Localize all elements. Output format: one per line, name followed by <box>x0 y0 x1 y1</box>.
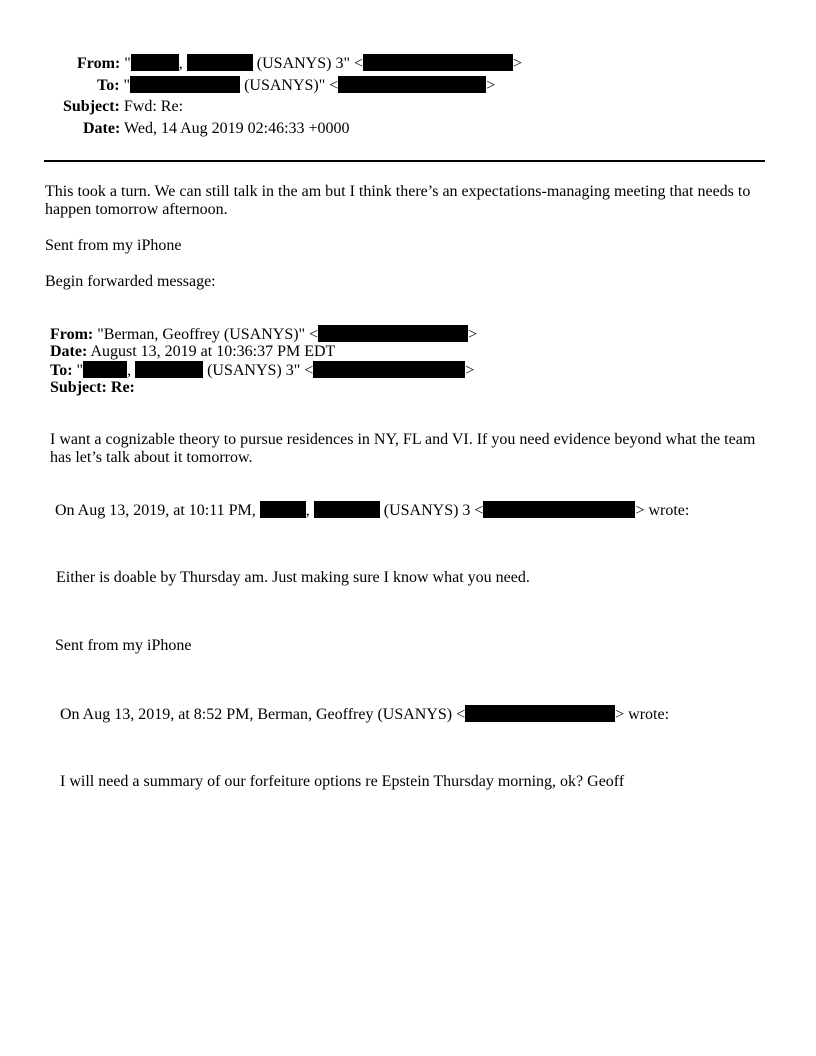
fwd-from-label: From: <box>50 326 94 343</box>
header-date-value: Wed, 14 Aug 2019 02:46:33 +0000 <box>124 120 350 137</box>
header-to-close: > <box>486 77 496 94</box>
header-date-label: Date: <box>83 120 121 137</box>
header-from-close: > <box>513 55 523 72</box>
redaction-block <box>338 76 486 93</box>
fwd-to-org: (USANYS) 3" < <box>207 362 314 379</box>
fwd-to-comma: , <box>127 362 132 379</box>
header-to-label: To: <box>97 77 120 94</box>
fwd-from-row <box>50 325 477 344</box>
quote1-prefix: On Aug 13, 2019, at 10:11 PM, <box>55 502 256 519</box>
fwd-to-quote: " <box>76 362 84 379</box>
header-to-quote: " <box>123 77 131 94</box>
redaction-block <box>465 705 615 722</box>
fwd-subject-label: Subject: <box>50 379 107 396</box>
fwd-date-label: Date: <box>50 343 88 360</box>
redaction-block <box>314 501 380 518</box>
fwd-date-value: August 13, 2019 at 10:36:37 PM EDT <box>90 343 336 360</box>
header-divider <box>44 160 765 162</box>
header-to-row <box>97 76 495 95</box>
fwd-date-row <box>50 343 335 361</box>
header-from-comma: , <box>178 55 183 72</box>
quote2-prefix: On Aug 13, 2019, at 8:52 PM, Berman, Geoffrey (USANYS) < <box>60 706 466 723</box>
redaction-block <box>318 325 468 342</box>
body-begin-forwarded: Begin forwarded message: <box>45 273 216 290</box>
redaction-block <box>260 501 306 518</box>
fwd-subject-row <box>50 379 135 397</box>
redaction-block <box>135 361 203 378</box>
quote1-attribution <box>55 501 689 520</box>
quote2-message: I will need a summary of our forfeiture options re Epstein Thursday morning, ok? Geoff <box>60 773 625 790</box>
redaction-block <box>130 76 240 93</box>
redaction-block <box>313 361 465 378</box>
quote2-attribution <box>60 705 669 724</box>
redaction-block <box>83 361 127 378</box>
header-date-row <box>83 120 350 138</box>
header-from-label: From: <box>77 55 121 72</box>
fwd-to-close: > <box>465 362 475 379</box>
redaction-block <box>483 501 635 518</box>
fwd-to-label: To: <box>50 362 73 379</box>
fwd-to-row <box>50 361 474 380</box>
header-from-quote: " <box>124 55 131 72</box>
redaction-block <box>187 54 253 71</box>
quote1-comma: , <box>305 502 310 519</box>
fwd-from-close: > <box>468 326 478 343</box>
quote1-sent-from: Sent from my iPhone <box>55 637 192 654</box>
body-paragraph: This took a turn. We can still talk in the am but I think there’s an expectations-managing meeting that needs to happen tomorrow afternoon. <box>45 183 751 218</box>
body-sent-from: Sent from my iPhone <box>45 237 182 254</box>
quote1-suffix: > wrote: <box>635 502 690 519</box>
header-from-org: (USANYS) 3" < <box>256 55 364 72</box>
redaction-block <box>363 54 513 71</box>
header-from-row <box>77 54 522 73</box>
redaction-block <box>131 54 179 71</box>
header-subject-value: Fwd: Re: <box>123 98 184 115</box>
quote1-org: (USANYS) 3 < <box>383 502 484 519</box>
header-subject-label: Subject: <box>63 98 120 115</box>
quote1-message: Either is doable by Thursday am. Just making sure I know what you need. <box>56 569 530 586</box>
fwd-from-value: "Berman, Geoffrey (USANYS)" < <box>97 326 319 343</box>
header-subject-row <box>63 98 183 116</box>
fwd-subject-value: Re: <box>110 379 135 396</box>
header-to-org: (USANYS)" < <box>244 77 339 94</box>
fwd-message: I want a cognizable theory to pursue residences in NY, FL and VI. If you need evidence beyond what the team has let’s talk about it tomorrow. <box>50 431 756 466</box>
quote2-suffix: > wrote: <box>615 706 670 723</box>
